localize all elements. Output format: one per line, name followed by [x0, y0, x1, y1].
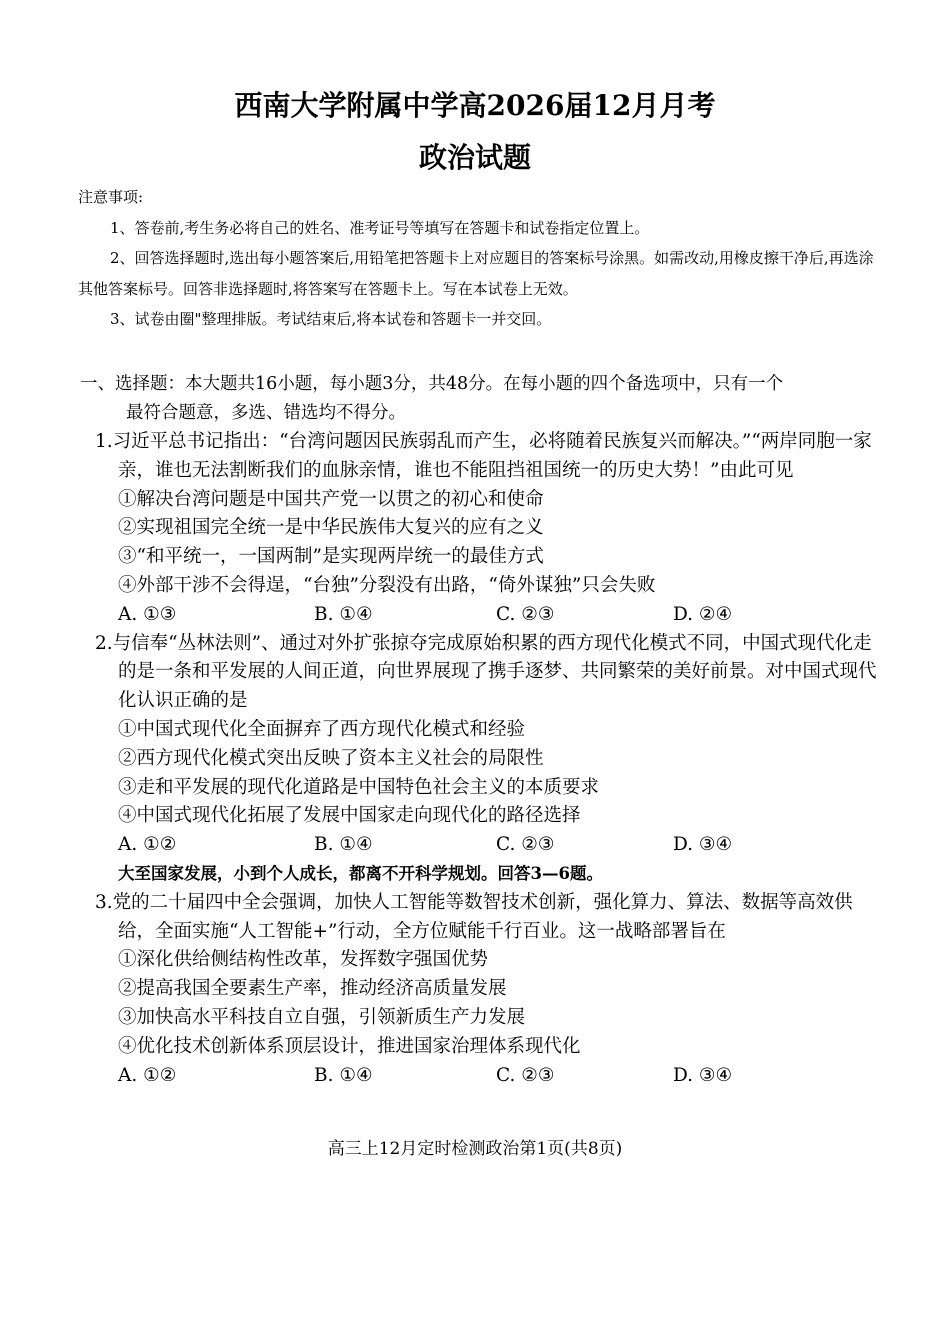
question-2	[88, 630, 878, 860]
statement: ④中国式现代化拓展了发展中国家走向现代化的路径选择	[118, 805, 581, 827]
statement: ①中国式现代化全面摒弃了西方现代化模式和经验	[118, 718, 526, 740]
option-a: A. ①②	[118, 834, 177, 856]
option-c: C. ②③	[496, 1064, 555, 1086]
question-stem: 1.习近平总书记指出：“台湾问题因民族弱乱而产生，必将随着民族复兴而解决。”“两岸同胞一家亲，谁也无法割断我们的血脉亲情，谁也不能阻挡祖国统一的历史大势！”由此可见	[95, 431, 872, 481]
option-b: B. ①④	[314, 1064, 373, 1086]
note-item: 1、答卷前,考生务必将自己的姓名、准考证号等填写在答题卡和试卷指定位置上。	[110, 218, 650, 237]
options-row	[88, 1062, 878, 1091]
note-item: 2、回答选择题时,选出每小题答案后,用铅笔把答题卡上对应题目的答案标号涂黑。如需改动,用橡皮擦干净后,再选涂其他答案标号。回答非选择题时,将答案写在答题卡上。写在本试卷上无效。	[78, 249, 874, 298]
questions	[88, 428, 878, 1090]
note-item: 3、试卷由圈"整理排版。考试结束后,将本试卷和答题卡一并交回。	[110, 310, 552, 328]
statement: ④优化技术创新体系顶层设计，推进国家治理体系现代化	[118, 1035, 581, 1057]
option-b: B. ①④	[314, 603, 373, 625]
statement: ②西方现代化模式突出反映了资本主义社会的局限性	[118, 747, 544, 769]
section-line: 最符合题意，多选、错选均不得分。	[126, 403, 406, 423]
statement: ③“和平统一，一国两制”是实现两岸统一的最佳方式	[118, 546, 544, 568]
statement: ①深化供给侧结构性改革，发挥数字强国优势	[118, 949, 489, 971]
exam-title: 西南大学附属中学高2026届12月月考	[234, 89, 716, 122]
statement: ③加快高水平科技自立自强，引领新质生产力发展	[118, 1006, 526, 1028]
page-footer: 高三上12月定时检测政治第1页(共8页)	[327, 1139, 623, 1159]
statement: ②提高我国全要素生产率，推动经济高质量发展	[118, 978, 507, 1000]
question-stem: 2.与信奉“丛林法则”、通过对外扩张掠夺完成原始积累的西方现代化模式不同，中国式现代化走的是一条和平发展的人间正道，向世界展现了携手逐梦、共同繁荣的美好前景。对中国式现代化认识正确的是	[95, 632, 877, 712]
exam-subtitle: 政治试题	[418, 141, 531, 174]
section-line: 一、选择题：本大题共16小题，每小题3分，共48分。在每小题的四个备选项中，只有一个	[80, 374, 784, 394]
option-c: C. ②③	[496, 834, 555, 856]
option-a: A. ①③	[118, 603, 177, 625]
statement: ④外部干涉不会得逞，“台独”分裂没有出路，“倚外谋独”只会失败	[118, 574, 656, 596]
statement: ②实现祖国完全统一是中华民族伟大复兴的应有之义	[118, 517, 544, 539]
question-group-intro: 大至国家发展，小到个人成长，都离不开科学规划。回答3—6题。	[118, 863, 603, 883]
option-d: D. ③④	[673, 1064, 733, 1086]
option-c: C. ②③	[496, 603, 555, 625]
option-d: D. ③④	[673, 834, 733, 856]
question-stem: 3.党的二十届四中全会强调，加快人工智能等数智技术创新，强化算力、算法、数据等高效供给，全面实施“人工智能+”行动，全方位赋能千行百业。这一战略部署旨在	[95, 891, 853, 942]
notes	[78, 182, 878, 335]
statement: ①解决台湾问题是中国共产党一以贯之的初心和使命	[118, 488, 544, 510]
section-heading	[80, 370, 880, 428]
option-a: A. ①②	[118, 1064, 177, 1086]
statement: ③走和平发展的现代化道路是中国特色社会主义的本质要求	[118, 776, 600, 798]
notes-heading: 注意事项:	[78, 188, 144, 206]
option-d: D. ②④	[673, 603, 733, 625]
option-b: B. ①④	[314, 834, 373, 856]
options-row	[88, 601, 878, 630]
question-1	[88, 428, 878, 630]
question-3	[88, 860, 878, 1090]
options-row	[88, 831, 878, 860]
